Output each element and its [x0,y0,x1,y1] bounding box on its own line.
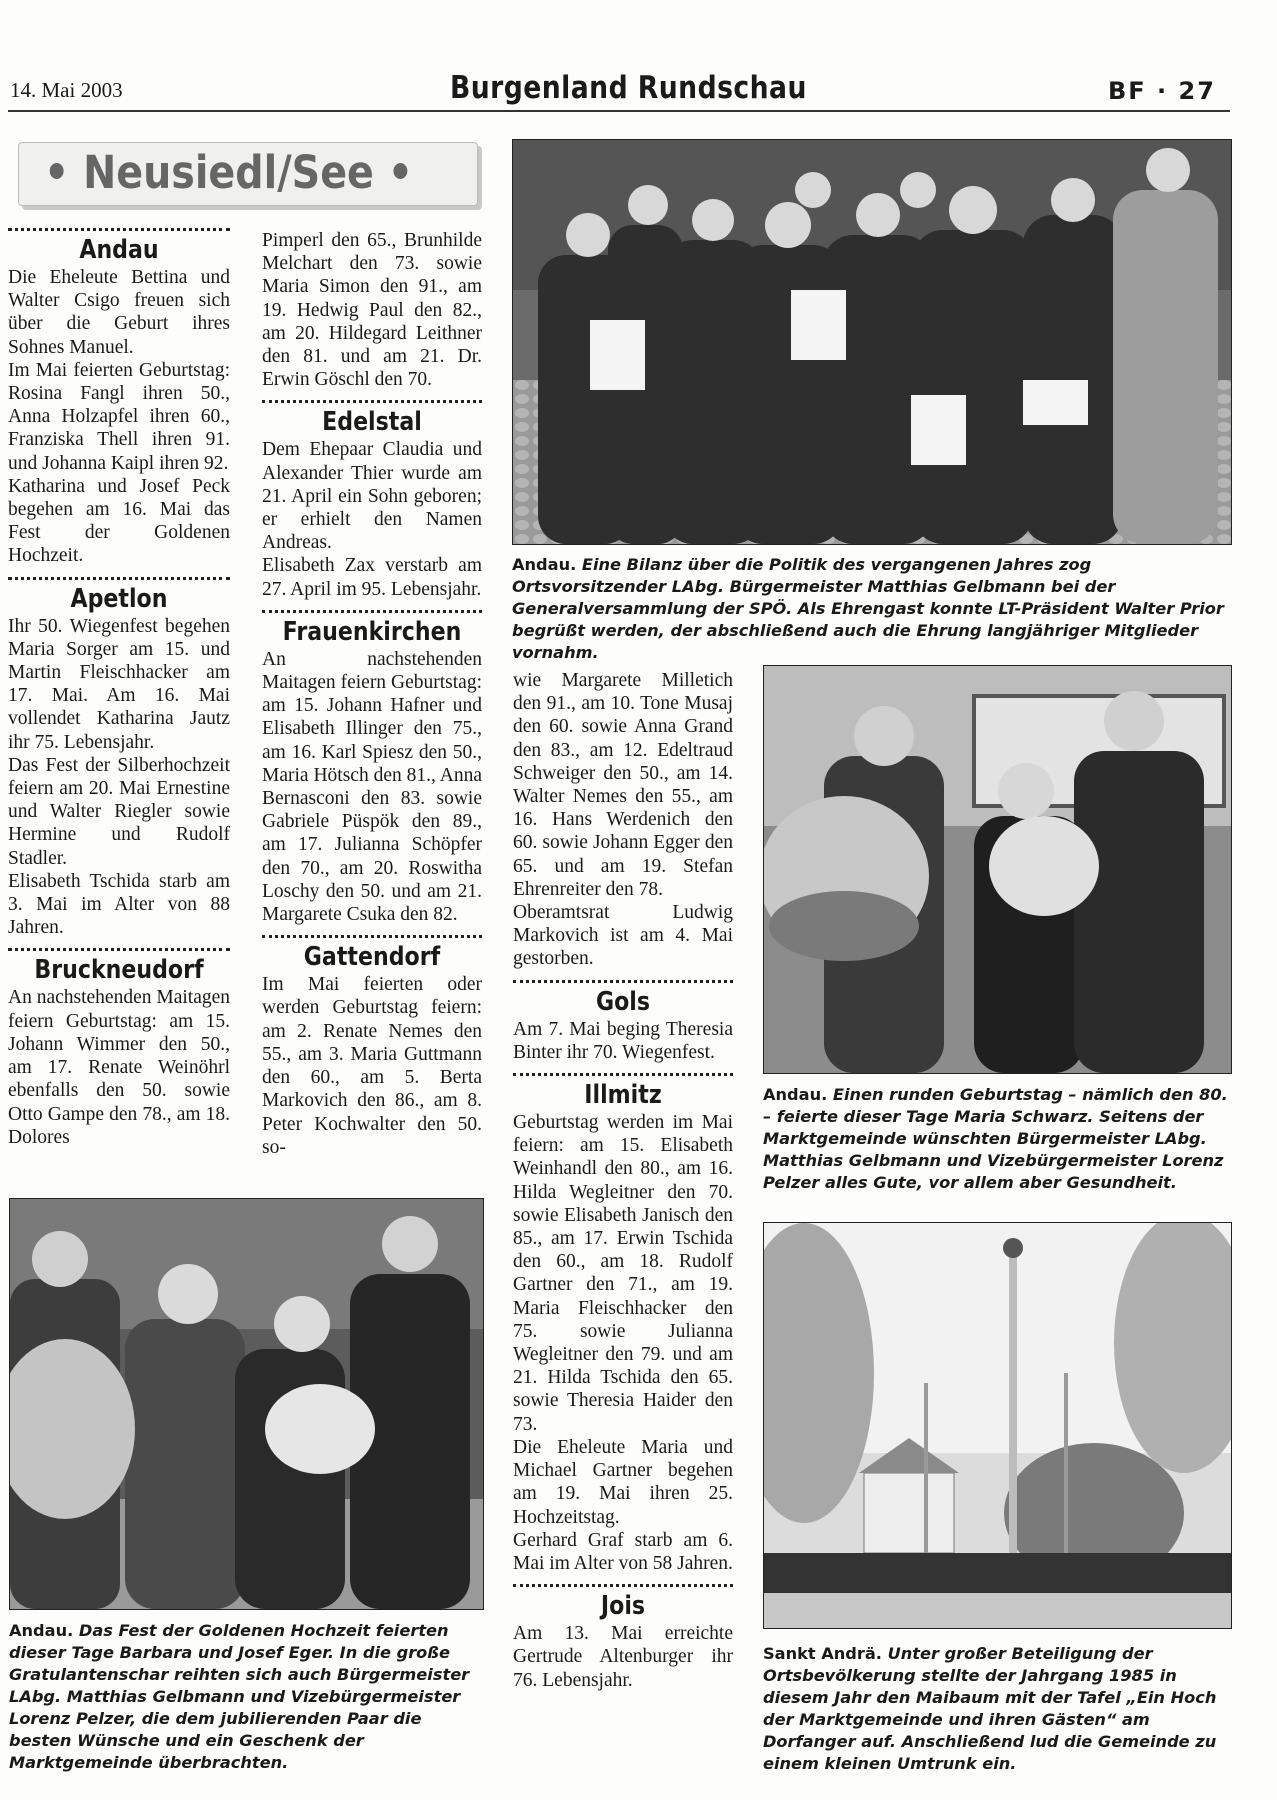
article-paragraph: Ihr 50. Wiegenfest begehen Maria Sorger am 15. und Martin Fleischhacker am 17. Mai. Am 16. Mai vollendet Katharina Jautz ihr 75. Lebensjahr. [8,615,230,753]
article-paragraph: Elisabeth Zax verstarb am 27. April im 95. Lebensjahr. [262,555,482,600]
article-paragraph: An nachstehenden Maitagen feiern Geburtstag: am 15. Johann Hafner und Elisabeth Illinger den 75., am 16. Karl Spiesz den 50., Maria Hötsch den 81., Anna Bernasconi den 83. sowie Gabriele Püspök den 89., am 17. Julianna Schöpfer den 70., am 20. Roswitha Loschy den 50. und am 21. Margarete Csuka den 82. [262,648,482,926]
divider [262,935,482,938]
issue-date: 14. Mai 2003 [10,78,123,102]
article-paragraph: Elisabeth Tschida starb am 3. Mai im Alter von 88 Jahren. [8,870,230,939]
caption-group-members [512,554,1230,664]
article-paragraph: Die Eheleute Maria und Michael Gartner begehen am 19. Mai ihren 25. Hochzeitstag. [513,1436,733,1528]
photo-group-members [512,139,1232,545]
caption-maypole [763,1643,1230,1775]
section-title: • Neusiedl/See • [44,146,414,199]
caption-text: Unter großer Beteiligung der Ortsbevölkerung stellte der Jahrgang 1985 in diesem Jahr den Maibaum mit der Tafel „Ein Hoch der Marktgemeinde und ihren Gästen“ am Dorfanger auf. Anschließend lud die Gemeinde zu einem kleinen Umtrunk ein. [763,1644,1217,1773]
article-paragraph: Pimperl den 65., Brunhilde Melchart den 73. sowie Maria Simon den 91., am 19. Hedwig Paul den 82., am 20. Hildegard Leithner den 81. und am 21. Dr. Erwin Göschl den 70. [262,230,482,391]
article-paragraph: Gerhard Graf starb am 6. Mai im Alter von 58 Jahren. [513,1529,733,1574]
column-1 [8,228,230,1149]
article-paragraph: Katharina und Josef Peck begehen am 16. Mai das Fest der Goldenen Hochzeit. [8,475,230,567]
town-heading-gattendorf: Gattendorf [303,942,441,973]
article-paragraph: Am 7. Mai beging Theresia Binter ihr 70. Wiegenfest. [513,1018,733,1063]
town-heading-illmitz: Illmitz [584,1080,662,1111]
article-paragraph: Die Eheleute Bettina und Walter Csigo freuen sich über die Geburt ihres Sohnes Manuel. [8,267,230,358]
divider [513,980,733,983]
column-2 [262,229,482,1159]
article-paragraph: Oberamtsrat Ludwig Markovich ist am 4. Mai gestorben. [513,902,733,970]
town-heading-edelstal: Edelstal [322,407,422,438]
divider [513,1584,733,1587]
photo-maypole [763,1222,1232,1629]
divider [8,577,230,580]
caption-text: Eine Bilanz über die Politik des vergangenen Jahres zog Ortsvorsitzender LAbg. Bürgermeister Matthias Gelbmann bei der Generalversammlung der SPÖ. Als Ehrengast konnte LT-Präsident Walter Prior begrüßt werden, der abschließend auch die Ehrung langjähriger Mitglieder vornahm. [512,555,1224,662]
newspaper-title: Burgenland Rundschau [450,70,807,106]
article-paragraph: Das Fest der Silberhochzeit feiern am 20. Mai Ernestine und Walter Riegler sowie Hermine und Rudolf Stadler. [8,754,230,869]
page-number: BF · 27 [1108,77,1216,105]
caption-text: Das Fest der Goldenen Hochzeit feierten dieser Tage Barbara und Josef Eger. In die große Gratulantenschar reihten sich auch Bürgermeister LAbg. Matthias Gelbmann und Vizebürgermeister Lorenz Pelzer, die dem jubilierenden Paar die besten Wünsche und ein Geschenk der Marktgemeinde überbrachten. [9,1621,470,1772]
divider [8,228,230,231]
divider [262,400,482,403]
caption-place: Andau. [9,1621,74,1640]
divider [262,610,482,613]
divider [8,948,230,951]
article-paragraph: Im Mai feierten Geburtstag: Rosina Fangl ihren 50., Anna Holzapfel ihren 60., Franziska Thell ihren 91. und Johanna Kaipl ihren 92. [8,359,230,474]
caption-place: Andau. [512,555,577,574]
header-rule [8,110,1230,112]
caption-golden-wedding [9,1620,482,1774]
article-paragraph: Im Mai feierten oder werden Geburtstag feiern: am 2. Renate Nemes den 55., am 3. Maria Guttmann den 60., am 5. Berta Markovich den 86., am 8. Peter Kochwalter den 50. so- [262,974,482,1158]
town-heading-gols: Gols [595,986,651,1017]
caption-place: Sankt Andrä. [763,1644,882,1663]
article-paragraph: wie Margarete Milletich den 91., am 10. Tone Musaj den 60. sowie Anna Grand den 83., am 12. Edeltraud Schweiger den 50., am 14. Walter Nemes den 55., am 16. Hans Werdenich den 60. sowie Johann Egger den 65. und am 19. Stefan Ehrenreiter den 78. [513,670,733,900]
article-paragraph: Geburtstag werden im Mai feiern: am 15. Elisabeth Weinhandl den 80., am 16. Hilda Wegleitner den 70. sowie Elisabeth Janisch den 85., am 17. Erwin Tschida den 60., am 18. Rudolf Gartner den 71., am 19. Maria Fleischhacker den 75. sowie Julianna Wegleitner den 79. und am 21. Hilda Tschida den 65. sowie Theresia Haider den 73. [513,1112,733,1435]
column-3 [513,669,733,1692]
caption-birthday [763,1084,1230,1194]
town-heading-jois: Jois [600,1591,646,1622]
photo-birthday [763,665,1232,1074]
caption-text: Einen runden Geburtstag – nämlich den 80. – feierte dieser Tage Maria Schwarz. Seitens der Marktgemeinde wünschten Bürgermeister LAbg. Matthias Gelbmann und Vizebürgermeister Lorenz Pelzer alles Gute, vor allem aber Gesundheit. [763,1085,1228,1192]
town-heading-bruckneudorf: Bruckneudorf [34,955,204,986]
town-heading-apetlon: Apetlon [70,583,168,614]
article-paragraph: Dem Ehepaar Claudia und Alexander Thier wurde am 21. April ein Sohn geboren; er erhielt den Namen Andreas. [262,439,482,554]
article-paragraph: Am 13. Mai erreichte Gertrude Altenburger ihr 76. Lebensjahr. [513,1623,733,1691]
town-heading-andau: Andau [79,235,159,265]
divider [513,1073,733,1076]
caption-place: Andau. [763,1085,828,1104]
town-heading-frauenkirchen: Frauenkirchen [282,616,462,647]
photo-golden-wedding [9,1198,484,1610]
article-paragraph: An nachstehenden Maitagen feiern Geburtstag: am 15. Johann Wimmer den 50., am 17. Renate Weinöhrl ebenfalls den 50. sowie Otto Gampe den 78., am 18. Dolores [8,987,231,1148]
